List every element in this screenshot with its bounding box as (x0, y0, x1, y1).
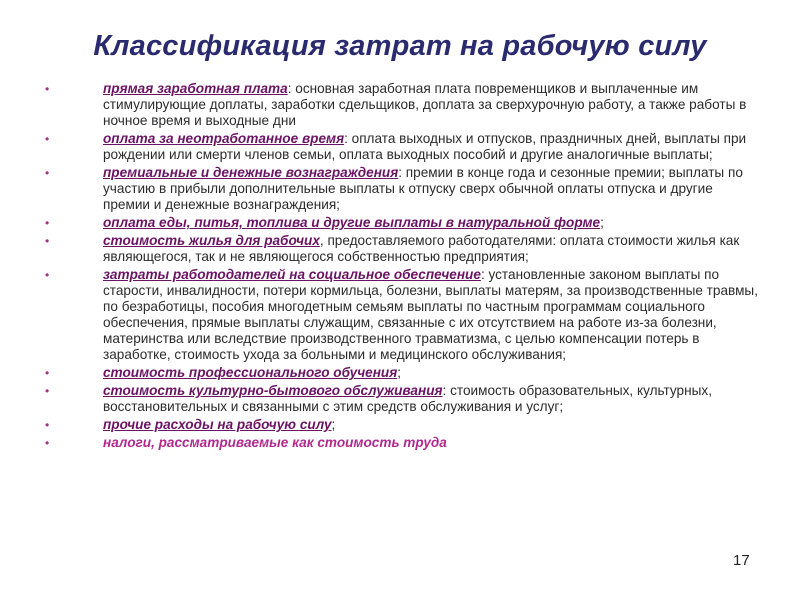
item-term: прочие расходы на рабочую силу (103, 417, 332, 432)
item-term: стоимость культурно-бытового обслуживания (103, 383, 443, 398)
item-term: стоимость жилья для рабочих (103, 233, 320, 248)
item-description: : стоимость образовательных, культурных, восстановительных и связанными с этим средств обслуживания и услуг; (103, 383, 712, 414)
bullet: • (45, 82, 50, 96)
list-item (45, 165, 760, 213)
list-item (45, 215, 760, 231)
item-term: стоимость профессионального обучения (103, 365, 398, 380)
list-item (45, 131, 760, 163)
item-description: : установленные законом выплаты по старости, инвалидности, потери кормильца, болезни, выплаты матерям, за производственные травмы, по безработицы, пособия многодетным семьям выплаты по частным программам социального обеспечения, прямые выплаты служащим, связанные с их отсутствием на работе из-за болезни, материнства или вследствие производственного травматизма, с целью компенсации потерь в заработке, стоимость ухода за больными и медицинского обслуживания; (103, 267, 758, 362)
list-item (45, 383, 760, 415)
slide-title: Классификация затрат на рабочую силу (93, 30, 707, 62)
item-description: ; (600, 215, 604, 230)
bullet: • (45, 216, 50, 230)
bullet: • (45, 418, 50, 432)
item-term: оплата еды, питья, топлива и другие выплаты в натуральной форме (103, 215, 601, 230)
cost-classification-list (45, 81, 760, 453)
list-item (45, 417, 760, 433)
bullet: • (45, 366, 50, 380)
item-description: : основная заработная плата повременщиков и выплаченные им стимулирующие доплаты, заработки сдельщиков, доплата за сверхурочную работу, а также работы в ночное время и выходные дни (103, 81, 747, 128)
bullet: • (45, 132, 50, 146)
bullet: • (45, 268, 50, 282)
list-item (45, 365, 760, 381)
item-description: ; (331, 417, 336, 432)
item-term: прямая заработная плата (103, 81, 288, 96)
item-term: премиальные и денежные вознаграждения (103, 165, 399, 180)
page-number: 17 (733, 552, 750, 569)
list-item (45, 435, 760, 451)
bullet: • (45, 436, 50, 450)
bullet: • (45, 166, 50, 180)
item-term: затраты работодателей на социальное обеспечение (103, 267, 481, 282)
bullet: • (45, 234, 50, 248)
list-item (45, 81, 760, 129)
item-term: налоги, рассматриваемые как стоимость труда (103, 435, 447, 450)
item-description: ; (397, 365, 402, 380)
item-description: : оплата выходных и отпусков, праздничных дней, выплаты при рождении или смерти членов семьи, оплата выходных пособий и другие аналогичные выплаты; (103, 131, 747, 162)
item-description: : премии в конце года и сезонные премии; выплаты по участию в прибыли дополнительные выплаты к отпуску сверх обычной оплаты отпуска и другие премии и денежные вознаграждения; (103, 165, 743, 212)
bullet: • (45, 384, 50, 398)
list-item (45, 233, 760, 265)
list-item (45, 267, 760, 363)
item-description: , предоставляемого работодателями: оплата стоимости жилья как являющегося, так и не являющегося собственностью предприятия; (103, 233, 740, 264)
item-term: оплата за неотработанное время (103, 131, 345, 146)
